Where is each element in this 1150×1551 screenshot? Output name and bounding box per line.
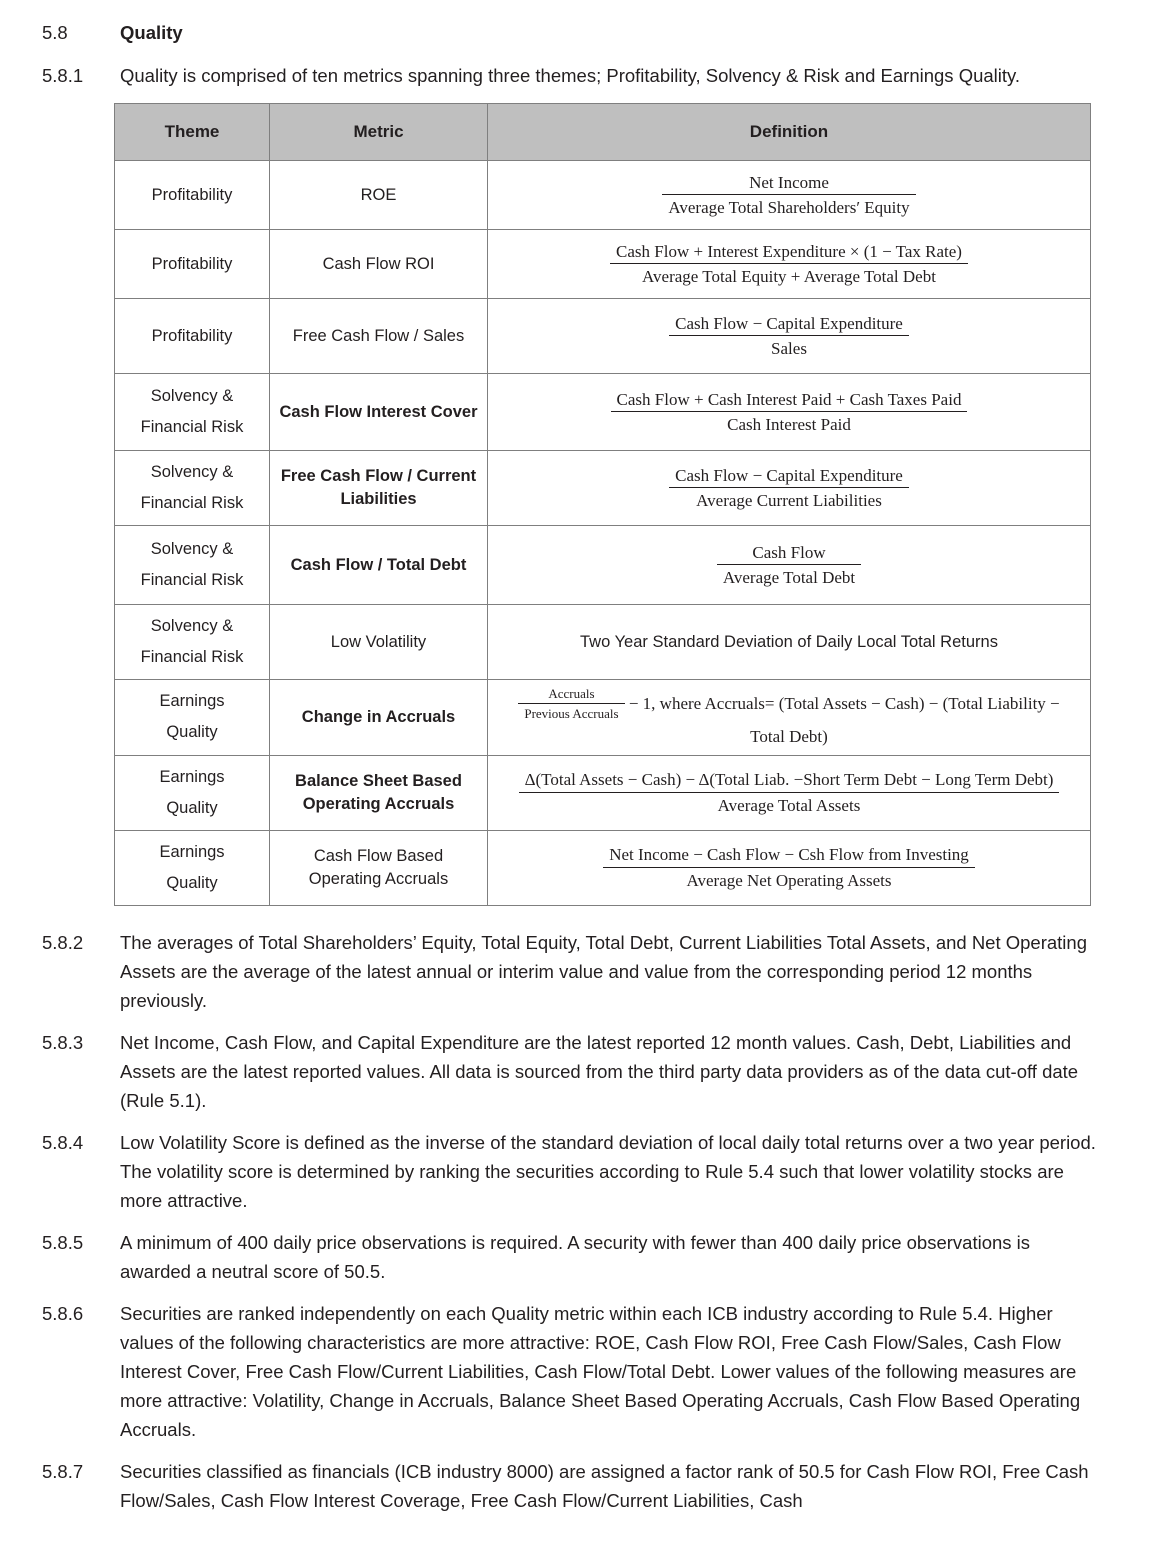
clause-5-8-5 — [42, 1228, 1100, 1286]
table-row — [115, 299, 1091, 374]
cell-metric: Cash Flow Based Operating Accruals — [270, 830, 488, 905]
cell-metric: Cash Flow ROI — [270, 230, 488, 299]
section-number: 5.8 — [42, 22, 68, 43]
column-header-metric: Metric — [270, 104, 488, 161]
table-row — [115, 451, 1091, 526]
clause-text: Net Income, Cash Flow, and Capital Expenditure are the latest reported 12 month values. Cash, Debt, Liabilities and Assets are the latest reported values. All data is sourced from the third party data providers as of the data cut-off date (Rule 5.1). — [120, 1031, 1079, 1111]
cell-theme: Earnings Quality — [115, 680, 270, 756]
fraction-denominator: Sales — [771, 339, 807, 358]
cell-theme: Solvency & Financial Risk — [115, 451, 270, 526]
cell-theme: Earnings Quality — [115, 830, 270, 905]
fraction-denominator: Average Current Liabilities — [696, 491, 882, 510]
clause-number: 5.8.7 — [42, 1460, 84, 1482]
table-row — [115, 230, 1091, 299]
table-spacer — [42, 906, 1100, 928]
section-title: Quality — [120, 22, 183, 43]
cell-metric: Change in Accruals — [270, 680, 488, 756]
definition-trailing-text: − 1, where Accruals= (Total Assets − Cash) − (Total Liability − — [628, 694, 1060, 714]
cell-definition — [488, 299, 1091, 374]
fraction-numerator: Accruals — [518, 686, 624, 704]
cell-theme: Solvency & Financial Risk — [115, 605, 270, 680]
fraction-numerator: Cash Flow + Interest Expenditure × (1 − Tax Rate) — [610, 241, 968, 264]
cell-theme: Profitability — [115, 161, 270, 230]
cell-definition — [488, 755, 1091, 830]
cell-definition — [488, 451, 1091, 526]
cell-definition — [488, 680, 1091, 756]
clause-number: 5.8.5 — [42, 1231, 84, 1253]
clause-5-8-3 — [42, 1028, 1100, 1115]
clause-number: 5.8.3 — [42, 1031, 84, 1053]
fraction-denominator: Cash Interest Paid — [727, 415, 851, 434]
fraction-denominator: Previous Accruals — [524, 706, 619, 722]
fraction-numerator: Cash Flow − Capital Expenditure — [669, 313, 909, 336]
quality-metrics-table — [114, 103, 1091, 906]
cell-definition — [488, 830, 1091, 905]
clause-text: A minimum of 400 daily price observations is required. A security with fewer than 400 daily price observations is awarded a neutral score of 50.5. — [120, 1231, 1031, 1282]
cell-theme: Profitability — [115, 230, 270, 299]
quality-metrics-table-wrapper — [114, 103, 1090, 906]
cell-definition — [488, 230, 1091, 299]
cell-definition — [488, 374, 1091, 451]
fraction-denominator: Average Total Assets — [717, 795, 861, 815]
table-row — [115, 161, 1091, 230]
cell-theme: Solvency & Financial Risk — [115, 526, 270, 605]
table-row — [115, 830, 1091, 905]
fraction-numerator: Cash Flow + Cash Interest Paid + Cash Taxes Paid — [611, 389, 968, 412]
clause-number: 5.8.4 — [42, 1131, 84, 1153]
clause-5-8-2 — [42, 928, 1100, 1015]
clause-number: 5.8.2 — [42, 931, 84, 953]
cell-metric: Free Cash Flow / Current Liabilities — [270, 451, 488, 526]
cell-metric: Low Volatility — [270, 605, 488, 680]
column-header-theme: Theme — [115, 104, 270, 161]
fraction-denominator: Average Total Debt — [722, 568, 856, 587]
definition-second-line: Total Debt) — [750, 726, 828, 746]
cell-theme: Profitability — [115, 299, 270, 374]
column-header-definition: Definition — [488, 104, 1091, 161]
fraction-numerator: Cash Flow — [717, 542, 861, 565]
clause-5-8-4 — [42, 1128, 1100, 1215]
fraction-denominator: Average Total Equity + Average Total Debt — [642, 267, 936, 286]
clause-text: The averages of Total Shareholders’ Equity, Total Equity, Total Debt, Current Liabilities Total Assets, and Net Operating Assets are the average of the latest annual or interim value and value from the corresponding period 12 months previously. — [120, 931, 1087, 1011]
cell-metric: ROE — [270, 161, 488, 230]
fraction-numerator: Cash Flow − Capital Expenditure — [669, 465, 909, 488]
clause-5-8-7 — [42, 1457, 1100, 1515]
table-row — [115, 755, 1091, 830]
section-heading — [42, 18, 1100, 47]
table-header-row — [115, 104, 1091, 161]
table-row — [115, 605, 1091, 680]
cell-metric: Cash Flow / Total Debt — [270, 526, 488, 605]
clause-5-8-1 — [42, 61, 1100, 90]
cell-definition — [488, 161, 1091, 230]
cell-metric: Balance Sheet Based Operating Accruals — [270, 755, 488, 830]
fraction-numerator: Δ(Total Assets − Cash) − Δ(Total Liab. −Short Term Debt − Long Term Debt) — [519, 769, 1060, 792]
fraction-denominator: Average Total Shareholders′ Equity — [668, 198, 910, 217]
clause-number: 5.8.1 — [42, 65, 84, 86]
cell-definition: Two Year Standard Deviation of Daily Local Total Returns — [488, 605, 1091, 680]
table-row — [115, 374, 1091, 451]
cell-metric: Cash Flow Interest Cover — [270, 374, 488, 451]
clause-text: Securities are ranked independently on each Quality metric within each ICB industry according to Rule 5.4. Higher values of the following characteristics are more attractive: ROE, Cash Flow ROI, Free Cash Flow/Sales, Cash Flow Interest Cover, Free Cash Flow/Current Liabilities, Cash Flow/Total Debt. Lower values of the following measures are more attractive: Volatility, Change in Accruals, Balance Sheet Based Operating Accruals, Cash Flow Based Operating Accruals. — [120, 1302, 1081, 1440]
clause-text: Low Volatility Score is defined as the inverse of the standard deviation of local daily total returns over a two year period. The volatility score is determined by ranking the securities according to Rule 5.4 such that lower volatility stocks are more attractive. — [120, 1131, 1096, 1211]
fraction-denominator: Average Net Operating Assets — [686, 870, 892, 890]
cell-theme: Earnings Quality — [115, 755, 270, 830]
clause-text: Quality is comprised of ten metrics spanning three themes; Profitability, Solvency & Risk and Earnings Quality. — [120, 65, 1021, 86]
cell-definition — [488, 526, 1091, 605]
fraction-numerator: Net Income − Cash Flow − Csh Flow from Investing — [603, 844, 975, 867]
clause-number: 5.8.6 — [42, 1302, 84, 1324]
cell-theme: Solvency & Financial Risk — [115, 374, 270, 451]
clause-text: Securities classified as financials (ICB industry 8000) are assigned a factor rank of 50.5 for Cash Flow ROI, Free Cash Flow/Sales, Cash Flow Interest Coverage, Free Cash Flow/Current Liabilities, Cash — [120, 1460, 1089, 1511]
fraction-numerator: Net Income — [662, 172, 915, 195]
cell-metric: Free Cash Flow / Sales — [270, 299, 488, 374]
table-row — [115, 526, 1091, 605]
table-row — [115, 680, 1091, 756]
clause-5-8-6 — [42, 1299, 1100, 1444]
